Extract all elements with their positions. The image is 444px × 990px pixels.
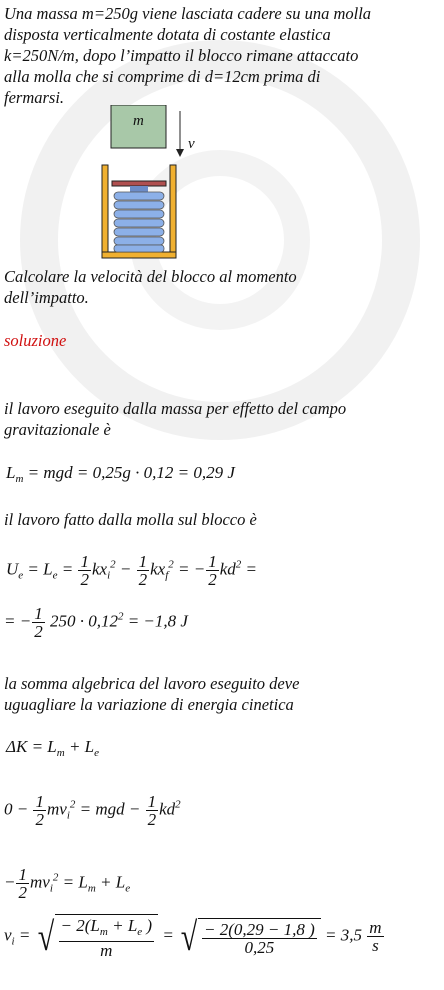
- step5-equation: − $\frac{1}{2}$ $mv_i^2 = L_m + L_e$: [4, 865, 131, 902]
- container-base: [102, 252, 176, 258]
- problem-text: Una massa m=250g viene lasciata cadere su una molla disposta verticalmente dotata di costante elastica k=250N/m, dopo l’impatto il blocco rimane attaccato alla molla che si comprime di d=12cm prima di fermarsi.: [4, 4, 372, 107]
- spring-plate: [112, 181, 166, 186]
- question-text: Calcolare la velocità del blocco al momento dell’impatto.: [4, 267, 297, 307]
- container-right-wall: [170, 165, 176, 258]
- mass-label: m: [133, 113, 144, 129]
- step3-equation: $\Delta K = L_m + L_e$: [6, 737, 100, 759]
- step3-text: la somma algebrica del lavoro eseguito deve uguagliare la variazione di energia cinetica: [4, 674, 300, 714]
- step1-text: il lavoro eseguito dalla massa per effetto del campo gravitazionale è: [4, 399, 347, 439]
- container-left-wall: [102, 165, 108, 258]
- step2-text: il lavoro fatto dalla molla sul blocco è: [4, 510, 257, 529]
- velocity-label: v: [188, 136, 195, 152]
- spring-cap: [130, 186, 148, 192]
- step6-equation: $v_i$ = √ $\frac{- 2(L_m + L_e )}{m}$ = √ $\frac{- 2(0,29 - 1,8 )}{0,25}$ = 3,5 $\frac{m}{s}$: [4, 913, 382, 960]
- step2-equation-2: = − $\frac{1}{2}$ $250 \cdot 0,12^2 = -1,8$ J: [4, 604, 188, 641]
- solution-label: soluzione: [4, 331, 67, 350]
- step2-equation-1: $U_e = L_e$ = $\frac{1}{2}$ $kx_i^2$ − $\frac{1}{2}$ $kx_f^2$ = − $\frac{1}{2}$ $kd^2$ =: [6, 552, 258, 589]
- step1-equation: $L_m$ = mgd = 0,25g · 0,12 = 0,29 J: [6, 463, 235, 485]
- spring-coils: [114, 192, 164, 252]
- mass-spring-diagram: [100, 105, 210, 260]
- step4-equation: 0 − $\frac{1}{2}$ $mv_i^2$ = mgd − $\frac{1}{2}$ $kd^2$: [4, 792, 181, 829]
- velocity-arrow-head: [176, 149, 184, 157]
